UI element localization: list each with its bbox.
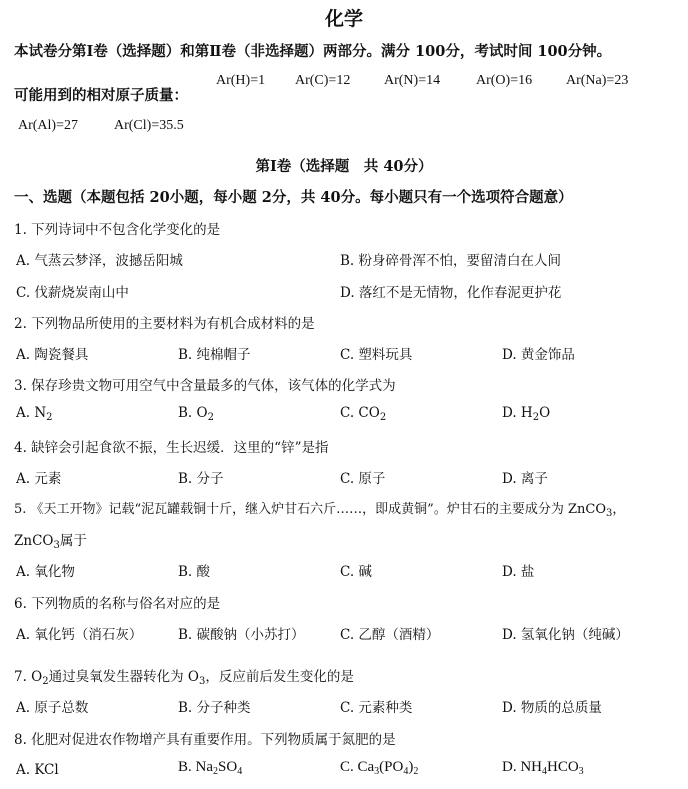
question-7-stem-text: 通过臭氧发生器转化为 O xyxy=(48,669,199,685)
question-3-option-d-text: D. H xyxy=(502,405,533,421)
question-8-option-c-text: C. Ca xyxy=(340,759,375,775)
question-5-option-a[interactable]: A. 氧化物 xyxy=(16,564,75,580)
question-6-option-c[interactable]: C. 乙醇（酒精） xyxy=(340,627,440,643)
question-8-option-d-text: D. NH xyxy=(502,759,542,775)
question-7-stem: 7. $O_2$通过臭氧发生器转化为 $O_3$，反应前后发生变化的是 xyxy=(14,669,354,687)
question-5-stem: 5. 《天工开物》记载“泥瓦罐载铜十斤，继入炉甘石六斤……，即成黄铜”。炉甘石的主要成分为 ZnCO$_3$， xyxy=(14,502,626,519)
question-2-option-d[interactable]: D. 黄金饰品 xyxy=(502,347,575,363)
question-6-option-d[interactable]: D. 氢氧化钠（纯碱） xyxy=(502,627,629,643)
question-4-option-b[interactable]: B. 分子 xyxy=(178,471,224,487)
atomic-mass-c: Ar(C)=12 xyxy=(295,73,351,88)
question-8-option-a[interactable]: A. KCl xyxy=(16,762,59,778)
question-6-option-b[interactable]: B. 碳酸钠（小苏打） xyxy=(178,627,305,643)
question-7-option-c[interactable]: C. 元素种类 xyxy=(340,700,413,716)
question-5-formula: ZnCO xyxy=(14,533,54,549)
exam-title: 化学 xyxy=(324,8,363,30)
atomic-mass-na: Ar(Na)=23 xyxy=(566,73,629,88)
question-5-option-c[interactable]: C. 碱 xyxy=(340,564,372,580)
question-3-option-a[interactable]: A. $N_2$ xyxy=(16,405,53,423)
question-5-option-d[interactable]: D. 盐 xyxy=(502,564,535,580)
question-2-option-a[interactable]: A. 陶瓷餐具 xyxy=(16,347,89,363)
question-8-stem: 8. 化肥对促进农作物增产具有重要作用。下列物质属于氮肥的是 xyxy=(14,732,396,748)
atomic-mass-o: Ar(O)=16 xyxy=(476,73,533,88)
question-8-option-b[interactable]: B. $Na_2SO_4$ xyxy=(178,759,243,777)
exam-intro: 本试卷分第Ⅰ卷（选择题）和第Ⅱ卷（非选择题）两部分。满分 100分，考试时间 100分钟。 xyxy=(14,43,612,60)
question-2-stem: 2. 下列物品所使用的主要材料为有机合成材料的是 xyxy=(14,316,315,332)
question-6-option-a[interactable]: A. 氧化钙（消石灰） xyxy=(16,627,143,643)
question-1-option-c[interactable]: C. 伐薪烧炭南山中 xyxy=(16,285,129,301)
question-1-option-a[interactable]: A. 气蒸云梦泽，波撼岳阳城 xyxy=(16,253,183,269)
question-3-option-c-text: C. CO xyxy=(340,405,380,421)
question-1-option-d[interactable]: D. 落红不是无情物，化作春泥更护花 xyxy=(340,285,562,301)
question-1-stem: 1. 下列诗词中不包含化学变化的是 xyxy=(14,222,221,238)
section-title: 第Ⅰ卷（选择题 共 40分） xyxy=(255,158,433,175)
question-4-option-d[interactable]: D. 离子 xyxy=(502,471,548,487)
question-4-option-a[interactable]: A. 元素 xyxy=(16,471,62,487)
question-4-stem: 4. 缺锌会引起食欲不振，生长迟缓．这里的“锌”是指 xyxy=(14,440,329,456)
question-5-stem-tail: 属于 xyxy=(59,533,87,549)
question-3-option-b[interactable]: B. $O_2$ xyxy=(178,405,214,423)
question-3-option-c[interactable]: C. $CO_2$ xyxy=(340,405,387,423)
question-8-option-d[interactable]: D. $NH_4HCO_3$ xyxy=(502,759,584,777)
question-7-stem-tail: ，反应前后发生变化的是 xyxy=(205,669,354,685)
question-7-option-d[interactable]: D. 物质的总质量 xyxy=(502,700,602,716)
question-2-option-c[interactable]: C. 塑料玩具 xyxy=(340,347,413,363)
question-8-option-c[interactable]: C. $Ca_3(PO_4)_2$ xyxy=(340,759,419,777)
question-4-option-c[interactable]: C. 原子 xyxy=(340,471,386,487)
question-5-stem-text: 5. 《天工开物》记载“泥瓦罐载铜十斤，继入炉甘石六斤……，即成黄铜”。炉甘石的主要成分为 ZnCO xyxy=(14,502,606,517)
atomic-mass-h: Ar(H)=1 xyxy=(216,73,266,88)
question-6-stem: 6. 下列物质的名称与俗名对应的是 xyxy=(14,596,221,612)
atomic-mass-al: Ar(Al)=27 xyxy=(18,118,78,133)
question-5-stem-continued: ZnCO$_3$属于 xyxy=(14,533,87,551)
question-7-stem-pre: 7. O xyxy=(14,669,43,685)
question-8-option-b-text: B. Na xyxy=(178,759,213,775)
atomic-mass-n: Ar(N)=14 xyxy=(384,73,441,88)
atomic-mass-label: 可能用到的相对原子质量： xyxy=(14,87,188,104)
question-3-stem: 3. 保存珍贵文物可用空气中含量最多的气体，该气体的化学式为 xyxy=(14,378,396,394)
question-3-option-a-text: A. N xyxy=(16,405,47,421)
question-1-option-b[interactable]: B. 粉身碎骨浑不怕，要留清白在人间 xyxy=(340,253,562,269)
question-7-option-b[interactable]: B. 分子种类 xyxy=(178,700,251,716)
atomic-mass-cl: Ar(Cl)=35.5 xyxy=(114,118,184,133)
question-3-option-d[interactable]: D. $H_2O$ xyxy=(502,405,551,423)
question-5-option-b[interactable]: B. 酸 xyxy=(178,564,211,580)
question-3-option-b-text: B. O xyxy=(178,405,208,421)
question-2-option-b[interactable]: B. 纯棉帽子 xyxy=(178,347,251,363)
question-7-option-a[interactable]: A. 原子总数 xyxy=(16,700,89,716)
part-heading: 一、选题（本题包括 20小题，每小题 2分，共 40分。每小题只有一个选项符合题意） xyxy=(14,189,573,206)
